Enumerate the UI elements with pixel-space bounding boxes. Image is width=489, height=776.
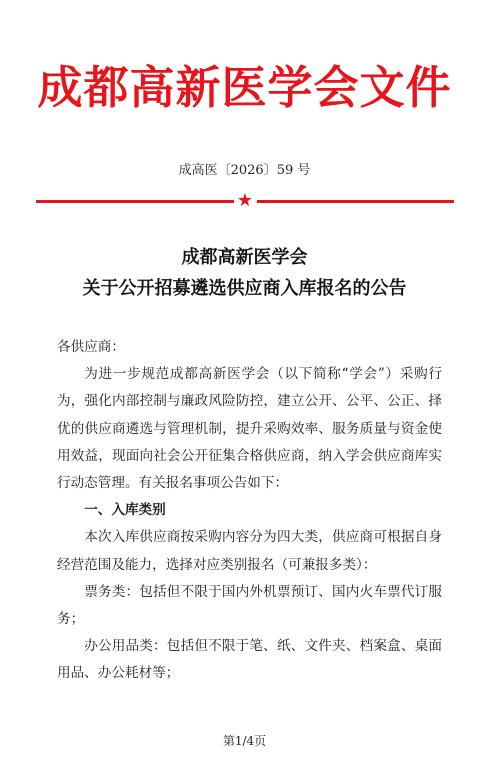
masthead-title: 成都高新医学会文件 xyxy=(37,61,452,114)
section-paragraph-office-supplies: 办公用品类：包括但不限于笔、纸、文件夹、档案盒、桌面用品、办公耗材等； xyxy=(57,638,442,682)
star-icon: ★ xyxy=(236,190,254,211)
salutation: 各供应商： xyxy=(57,339,125,355)
page-number: 第1/4页 xyxy=(222,734,267,748)
notice-title-line2: 关于公开招募遴选供应商入库报名的公告 xyxy=(82,278,407,299)
document-number: 成高医〔2026〕59 号 xyxy=(178,163,311,178)
section-paragraph-ticketing: 票务类：包括但不限于国内外机票预订、国内火车票代订服务； xyxy=(57,583,442,628)
red-divider-left xyxy=(36,200,234,203)
notice-title-line1: 成都高新医学会 xyxy=(181,247,308,268)
red-divider-right xyxy=(257,200,454,203)
section-heading: 一、入库类别 xyxy=(84,502,166,519)
intro-paragraph: 为进一步规范成都高新医学会（以下简称“学会”）采购行为，强化内部控制与廉政风险防控，建立公开、公平、公正、择优的供应商遴选与管理机制，提升采购效率、服务质量与资金使用效益，现面向社会公开征集合格供应商，纳入学会供应商库实行动态管理。有关报名事项公告如下： xyxy=(57,366,442,492)
document-body xyxy=(57,334,442,688)
section-paragraph: 本次入库供应商按采购内容分为四大类，供应商可根据自身经营范围及能力，选择对应类别报名（可兼报多类）： xyxy=(57,529,442,573)
